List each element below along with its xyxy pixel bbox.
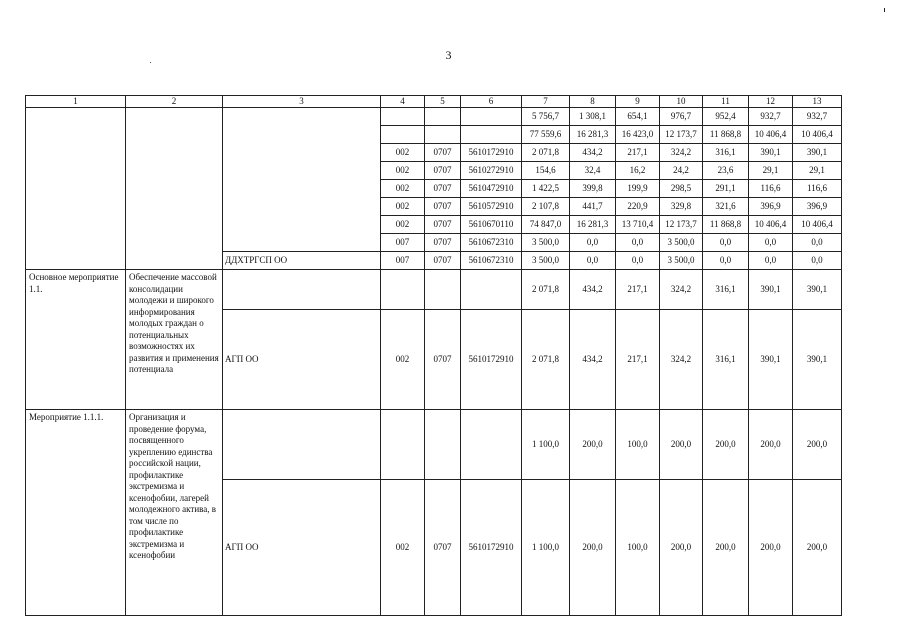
- code-cell: 002: [381, 180, 425, 198]
- value-cell: 0,0: [703, 234, 749, 252]
- value-cell: 0,0: [749, 252, 793, 270]
- empty-cell: [26, 108, 126, 270]
- value-cell: 324,2: [660, 310, 703, 410]
- value-cell: 29,1: [793, 162, 842, 180]
- code-cell: 5610272910: [461, 162, 522, 180]
- activity-description-cell: Обеспечение массовой консолидации молодежи и широкого информирования молодых граждан о потенциальных возможностях их развития и применения потенциала: [126, 270, 223, 410]
- table-row: [26, 410, 842, 480]
- empty-cell: [381, 126, 425, 144]
- value-cell: 654,1: [616, 108, 660, 126]
- empty-cell: [461, 410, 522, 480]
- value-cell: 200,0: [703, 480, 749, 616]
- code-cell: 0707: [425, 252, 461, 270]
- code-cell: 5610172910: [461, 480, 522, 616]
- value-cell: 200,0: [703, 410, 749, 480]
- event-description-cell: Организация и проведение форума, посвященного укреплению единства российской нации, профилактике экстремизма и ксенофобии, лагерей молодежного актива, в том числе по профилактике экстремизма и ксенофобии: [126, 410, 223, 616]
- code-cell: 0707: [425, 198, 461, 216]
- value-cell: 200,0: [749, 410, 793, 480]
- code-cell: 007: [381, 234, 425, 252]
- empty-cell: [223, 410, 381, 480]
- value-cell: 321,6: [703, 198, 749, 216]
- table-row: [26, 270, 842, 310]
- value-cell: 200,0: [570, 480, 616, 616]
- code-cell: 0707: [425, 216, 461, 234]
- header-cell: 7: [522, 96, 570, 108]
- value-cell: 2 071,8: [522, 270, 570, 310]
- value-cell: 396,9: [749, 198, 793, 216]
- code-cell: 0707: [425, 180, 461, 198]
- code-cell: 5610572910: [461, 198, 522, 216]
- value-cell: 399,8: [570, 180, 616, 198]
- value-cell: 932,7: [793, 108, 842, 126]
- value-cell: 10 406,4: [793, 126, 842, 144]
- value-cell: 12 173,7: [660, 126, 703, 144]
- value-cell: 329,8: [660, 198, 703, 216]
- empty-cell: [126, 108, 223, 270]
- value-cell: 16 281,3: [570, 126, 616, 144]
- value-cell: 5 756,7: [522, 108, 570, 126]
- value-cell: 74 847,0: [522, 216, 570, 234]
- value-cell: 1 308,1: [570, 108, 616, 126]
- executor-cell: ДДХТРГСП ОО: [223, 252, 381, 270]
- header-cell: 9: [616, 96, 660, 108]
- header-row: [26, 96, 842, 108]
- code-cell: 0707: [425, 234, 461, 252]
- value-cell: 32,4: [570, 162, 616, 180]
- value-cell: 390,1: [793, 144, 842, 162]
- empty-cell: [425, 270, 461, 310]
- header-cell: 12: [749, 96, 793, 108]
- value-cell: 217,1: [616, 270, 660, 310]
- header-cell: 6: [461, 96, 522, 108]
- value-cell: 3 500,0: [522, 234, 570, 252]
- value-cell: 200,0: [793, 410, 842, 480]
- value-cell: 316,1: [703, 270, 749, 310]
- code-cell: 0707: [425, 144, 461, 162]
- value-cell: 976,7: [660, 108, 703, 126]
- value-cell: 298,5: [660, 180, 703, 198]
- empty-cell: [461, 270, 522, 310]
- value-cell: 434,2: [570, 310, 616, 410]
- value-cell: 10 406,4: [793, 216, 842, 234]
- value-cell: 441,7: [570, 198, 616, 216]
- value-cell: 16,2: [616, 162, 660, 180]
- code-cell: 5610472910: [461, 180, 522, 198]
- value-cell: 16 423,0: [616, 126, 660, 144]
- value-cell: 434,2: [570, 144, 616, 162]
- value-cell: 396,9: [793, 198, 842, 216]
- value-cell: 116,6: [793, 180, 842, 198]
- code-cell: 5610672310: [461, 234, 522, 252]
- budget-table: [25, 95, 842, 616]
- empty-cell: [381, 108, 425, 126]
- header-cell: 5: [425, 96, 461, 108]
- value-cell: 434,2: [570, 270, 616, 310]
- empty-cell: [461, 108, 522, 126]
- header-cell: 13: [793, 96, 842, 108]
- code-cell: 002: [381, 216, 425, 234]
- code-cell: 002: [381, 480, 425, 616]
- empty-cell: [223, 270, 381, 310]
- value-cell: 0,0: [570, 252, 616, 270]
- code-cell: 007: [381, 252, 425, 270]
- value-cell: 23,6: [703, 162, 749, 180]
- value-cell: 24,2: [660, 162, 703, 180]
- code-cell: 002: [381, 162, 425, 180]
- empty-cell: [425, 126, 461, 144]
- empty-cell: [461, 126, 522, 144]
- value-cell: 217,1: [616, 144, 660, 162]
- value-cell: 0,0: [749, 234, 793, 252]
- value-cell: 390,1: [749, 144, 793, 162]
- value-cell: 12 173,7: [660, 216, 703, 234]
- executor-cell: АГП ОО: [223, 480, 381, 616]
- value-cell: 16 281,3: [570, 216, 616, 234]
- empty-cell: [381, 410, 425, 480]
- event-name-cell: Мероприятие 1.1.1.: [26, 410, 126, 616]
- header-cell: 11: [703, 96, 749, 108]
- value-cell: 390,1: [749, 310, 793, 410]
- value-cell: 1 100,0: [522, 410, 570, 480]
- code-cell: 002: [381, 144, 425, 162]
- empty-cell: [223, 108, 381, 252]
- code-cell: 002: [381, 310, 425, 410]
- value-cell: 390,1: [793, 310, 842, 410]
- value-cell: 11 868,8: [703, 216, 749, 234]
- header-cell: 10: [660, 96, 703, 108]
- empty-cell: [425, 108, 461, 126]
- code-cell: 5610172910: [461, 144, 522, 162]
- value-cell: 1 422,5: [522, 180, 570, 198]
- code-cell: 0707: [425, 480, 461, 616]
- value-cell: 0,0: [616, 252, 660, 270]
- value-cell: 0,0: [703, 252, 749, 270]
- value-cell: 2 071,8: [522, 310, 570, 410]
- value-cell: 100,0: [616, 480, 660, 616]
- code-cell: 5610670110: [461, 216, 522, 234]
- code-cell: 0707: [425, 310, 461, 410]
- code-cell: 5610672310: [461, 252, 522, 270]
- value-cell: 200,0: [749, 480, 793, 616]
- value-cell: 324,2: [660, 270, 703, 310]
- header-cell: 2: [126, 96, 223, 108]
- value-cell: 3 500,0: [660, 252, 703, 270]
- header-cell: 1: [26, 96, 126, 108]
- activity-name-cell: Основное мероприятие 1.1.: [26, 270, 126, 410]
- header-cell: 3: [223, 96, 381, 108]
- code-cell: 5610172910: [461, 310, 522, 410]
- value-cell: 0,0: [793, 234, 842, 252]
- value-cell: 316,1: [703, 144, 749, 162]
- value-cell: 116,6: [749, 180, 793, 198]
- header-cell: 4: [381, 96, 425, 108]
- code-cell: 0707: [425, 162, 461, 180]
- code-cell: 002: [381, 198, 425, 216]
- value-cell: 200,0: [660, 410, 703, 480]
- value-cell: 0,0: [616, 234, 660, 252]
- value-cell: 200,0: [570, 410, 616, 480]
- value-cell: 291,1: [703, 180, 749, 198]
- value-cell: 10 406,4: [749, 126, 793, 144]
- corner-mark: [884, 8, 885, 12]
- header-cell: 8: [570, 96, 616, 108]
- value-cell: 11 868,8: [703, 126, 749, 144]
- value-cell: 0,0: [570, 234, 616, 252]
- value-cell: 390,1: [793, 270, 842, 310]
- value-cell: 154,6: [522, 162, 570, 180]
- executor-cell: АГП ОО: [223, 310, 381, 410]
- value-cell: 200,0: [660, 480, 703, 616]
- value-cell: 29,1: [749, 162, 793, 180]
- value-cell: 200,0: [793, 480, 842, 616]
- value-cell: 10 406,4: [749, 216, 793, 234]
- value-cell: 3 500,0: [660, 234, 703, 252]
- value-cell: 220,9: [616, 198, 660, 216]
- value-cell: 100,0: [616, 410, 660, 480]
- value-cell: 2 071,8: [522, 144, 570, 162]
- value-cell: 952,4: [703, 108, 749, 126]
- value-cell: 390,1: [749, 270, 793, 310]
- value-cell: 932,7: [749, 108, 793, 126]
- value-cell: 324,2: [660, 144, 703, 162]
- value-cell: 0,0: [793, 252, 842, 270]
- value-cell: 1 100,0: [522, 480, 570, 616]
- value-cell: 199,9: [616, 180, 660, 198]
- value-cell: 2 107,8: [522, 198, 570, 216]
- value-cell: 217,1: [616, 310, 660, 410]
- summary-row: [26, 108, 842, 126]
- scan-dot: [150, 62, 151, 63]
- value-cell: 316,1: [703, 310, 749, 410]
- value-cell: 13 710,4: [616, 216, 660, 234]
- value-cell: 3 500,0: [522, 252, 570, 270]
- empty-cell: [425, 410, 461, 480]
- empty-cell: [381, 270, 425, 310]
- value-cell: 77 559,6: [522, 126, 570, 144]
- page-number: 3: [445, 48, 452, 62]
